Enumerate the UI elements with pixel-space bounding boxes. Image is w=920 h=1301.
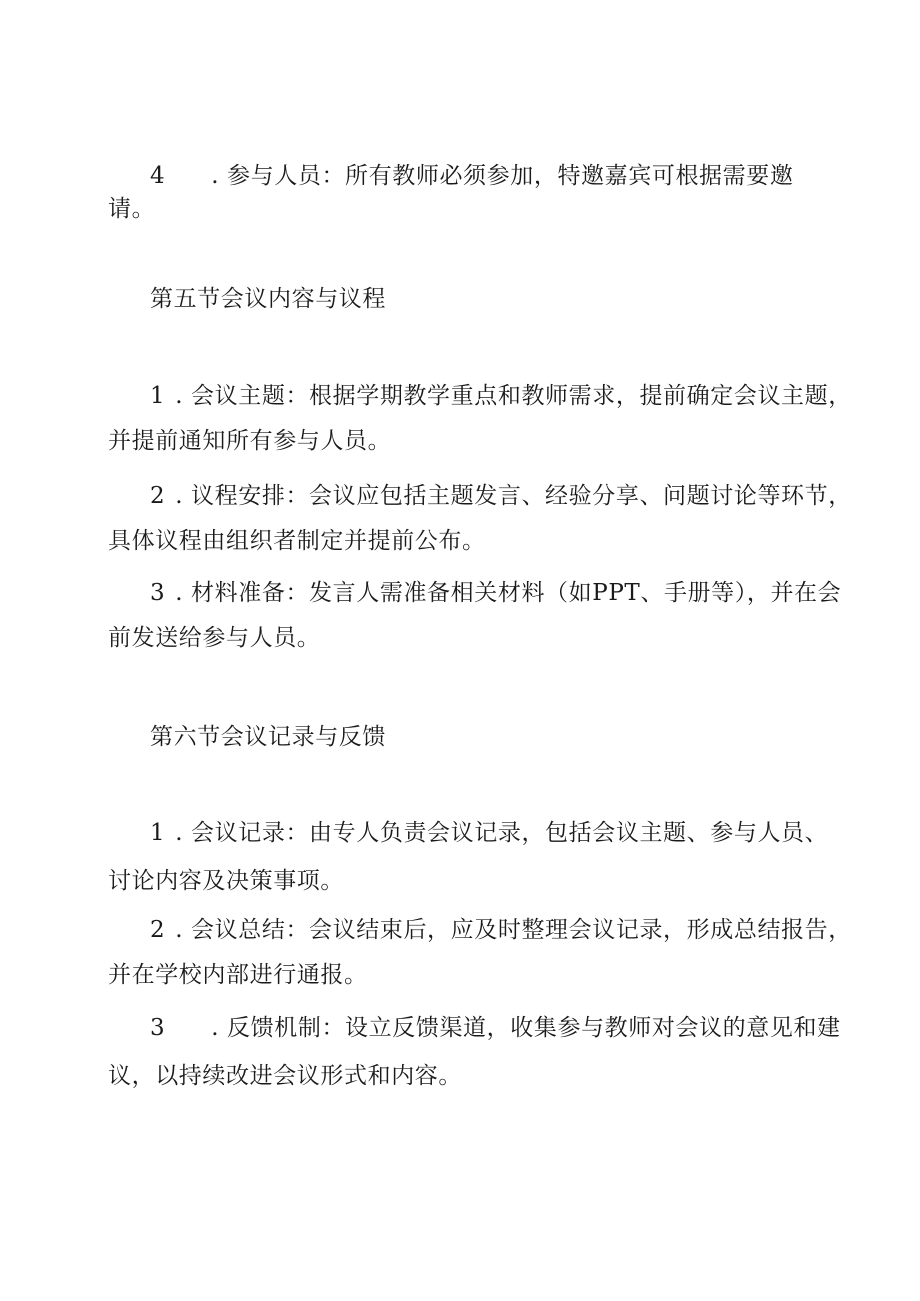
list-item-text: . 议程安排：会议应包括主题发言、经验分享、问题讨论等环节， <box>175 483 852 509</box>
s5-item-3-line1 <box>150 578 841 608</box>
section-heading-6: 第六节会议记录与反馈 <box>150 724 386 750</box>
list-item-text: . 会议主题：根据学期教学重点和教师需求，提前确定会议主题， <box>175 383 852 409</box>
list-item-text: . 材料准备：发言人需准备相关材料（如PPT、手册等），并在会 <box>175 580 842 606</box>
list-item-number: 3 <box>150 580 166 606</box>
list-item-4-line2: 请。 <box>108 196 156 222</box>
list-item-text: . 会议记录：由专人负责会议记录，包括会议主题、参与人员、 <box>175 820 829 846</box>
list-item-number: 2 <box>150 917 166 943</box>
s6-item-2-line2: 并在学校内部进行通报。 <box>108 962 368 988</box>
list-item-number: 1 <box>150 383 166 409</box>
list-item-number: 1 <box>150 820 166 846</box>
s6-item-3-line2: 议，以持续改进会议形式和内容。 <box>108 1063 462 1089</box>
s6-item-1-line2: 讨论内容及决策事项。 <box>108 868 344 894</box>
list-item-text: . 会议总结：会议结束后，应及时整理会议记录，形成总结报告， <box>175 917 852 943</box>
s6-item-3-line1 <box>150 1013 841 1043</box>
list-item-number: 4 <box>150 163 166 189</box>
s5-item-2-line1 <box>150 481 852 511</box>
s6-item-2-line1 <box>150 915 852 945</box>
list-item-number: 2 <box>150 483 166 509</box>
section-heading-5: 第五节会议内容与议程 <box>150 286 386 312</box>
s5-item-1-line1 <box>150 381 852 411</box>
s5-item-2-line2: 具体议程由组织者制定并提前公布。 <box>108 528 486 554</box>
list-item-4-line1 <box>150 161 793 191</box>
list-item-number: 3 <box>150 1015 166 1041</box>
s5-item-1-line2: 并提前通知所有参与人员。 <box>108 428 392 454</box>
s5-item-3-line2: 前发送给参与人员。 <box>108 625 321 651</box>
list-item-text: . 参与人员：所有教师必须参加，特邀嘉宾可根据需要邀 <box>211 163 794 189</box>
s6-item-1-line1 <box>150 818 828 848</box>
list-item-text: . 反馈机制：设立反馈渠道，收集参与教师对会议的意见和建 <box>211 1015 841 1041</box>
